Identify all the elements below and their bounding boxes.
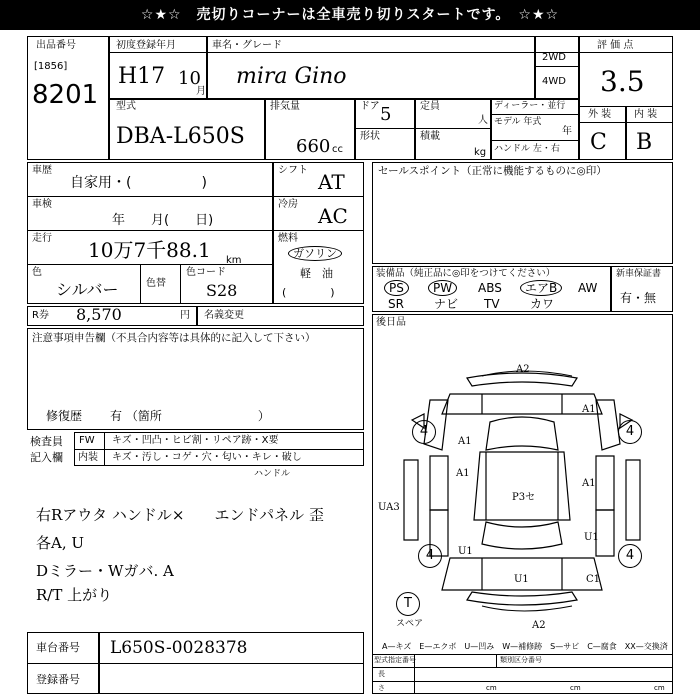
cc-unit: cc (332, 144, 343, 155)
tire-rl: 4 (418, 544, 442, 568)
km-unit: km (226, 255, 242, 266)
first-reg-label: 初度登録年月 (116, 40, 176, 51)
reg-label: 登録番号 (36, 673, 80, 686)
int-grade: B (636, 130, 653, 155)
modelyear-label: モデル 年式 (494, 117, 542, 127)
note-line-2: 各A, U (36, 534, 85, 552)
repair-label: 修復歴 (46, 409, 83, 423)
recycle-value: 8,570 (76, 305, 122, 324)
ext-label: 外 装 (588, 109, 612, 120)
fuel-paren: ( ) (282, 286, 335, 299)
tire-rr: 4 (618, 544, 642, 568)
color-value: シルバー (56, 280, 119, 299)
equip-pw: PW (428, 280, 457, 296)
chassis-value: L650S-0028378 (110, 638, 248, 658)
dmg-mark-a1-fr: A1 (582, 404, 596, 415)
inspector-label: 検査員 (30, 435, 63, 448)
equip-navi: ナビ (434, 297, 459, 311)
model-value: DBA-L650S (116, 124, 245, 149)
dmg-mark-c1: C1 (586, 574, 601, 585)
fuel-label: 燃料 (278, 233, 298, 244)
color-code-value: S28 (206, 281, 238, 300)
fw-items: キズ・凹凸・ヒビ割・リペア跡・X要 (112, 435, 279, 446)
note-line-4: R/T 上がり (36, 586, 113, 604)
mileage-value: 10万7千88.1 (88, 238, 211, 262)
equip-ps: PS (384, 280, 409, 296)
ext-grade: C (590, 130, 607, 155)
form-cm-1: cm (486, 684, 497, 692)
disp-value: 660 (296, 136, 331, 157)
handwritten-small: ハンドル (254, 469, 291, 479)
form-r2: さ (378, 684, 385, 692)
ac-label: 冷房 (278, 199, 298, 210)
equip-label: 装備品（純正品に◎印をつけてください） (376, 268, 556, 279)
lot-sub: [1856] (34, 61, 68, 72)
dmg-mark-u1-right: U1 (584, 532, 599, 543)
spare-tire: T (396, 592, 420, 616)
equip-abs: ABS (478, 281, 502, 295)
color-label: 色 (32, 267, 42, 278)
name-label: 車名・グレード (212, 40, 282, 51)
mileage-label: 走行 (32, 233, 52, 244)
first-reg-month: 10 (178, 68, 201, 89)
form-cm-3: cm (654, 684, 665, 692)
car-damage-diagram (372, 360, 673, 630)
history-value: 自家用・( ) (70, 175, 207, 191)
drive-4wd: 4WD (542, 76, 566, 87)
history-label: 車歴 (32, 165, 52, 176)
form-r1: 長 (378, 670, 385, 678)
dmg-mark-a2-rear: A2 (532, 620, 546, 630)
disp-label: 排気量 (270, 101, 300, 112)
yen-unit: 円 (180, 310, 190, 321)
month-unit: 月 (196, 86, 206, 97)
form-cm-2: cm (570, 684, 581, 692)
kg-unit: kg (474, 147, 487, 158)
fuel-alt: 軽 油 (300, 267, 333, 280)
doors-value: 5 (380, 104, 392, 125)
entry-label: 記入欄 (30, 451, 63, 464)
ac-value: AC (318, 204, 348, 228)
form-label-1: 型式指定番号 (374, 656, 416, 664)
dmg-mark-a1-right: A1 (582, 478, 596, 489)
car-name: mira Gino (236, 64, 347, 89)
warranty-value: 有・無 (620, 291, 657, 305)
repair-value: 有 （箇所 ） (110, 409, 270, 423)
legend: A—キズ E—エクボ U—凹み W—補修跡 S—サビ C—腐食 XX—交換済 (382, 642, 668, 651)
drive-2wd: 2WD (542, 52, 566, 63)
spare-label: スペア (396, 619, 424, 629)
color-code-label: 色コード (186, 267, 226, 278)
lot-label: 出品番号 (36, 40, 76, 51)
tire-fl: 4 (412, 420, 436, 444)
dmg-mark-a1-b: A1 (458, 436, 472, 447)
grade-value: 3.5 (600, 65, 645, 98)
equip-aw: AW (578, 281, 598, 295)
note-line-1: 右Rアウタ ハンドル× エンドパネル 歪 (36, 506, 324, 524)
dmg-mark-u1-rear: U1 (458, 546, 473, 557)
inspection-label: 車検 (32, 199, 52, 210)
banner: ☆★☆ 売切りコーナーは全車売り切りスタートです。 ☆★☆ (0, 0, 700, 30)
year-unit: 年 (562, 126, 572, 137)
dmg-mark-a1-left: A1 (456, 468, 470, 479)
form-label-2: 類別区分番号 (500, 656, 542, 664)
dmg-mark-u1-back: U1 (514, 574, 529, 585)
new-warranty-label: 新車保証書 (616, 269, 662, 279)
interior-items: キズ・汚し・コゲ・穴・匂い・キレ・破し (112, 452, 302, 463)
tire-fr: 4 (618, 420, 642, 444)
first-reg-year: H17 (118, 64, 166, 89)
fuel-value: ガソリン (288, 246, 342, 261)
chassis-label: 車台番号 (36, 641, 80, 654)
inspection-value: 年 月( 日) (112, 213, 214, 228)
lot-number: 8201 (32, 80, 99, 110)
notes-label: 注意事項申告欄（不具合内容等は具体的に記入して下さい） (32, 332, 316, 344)
tax-label: 名義変更 (204, 310, 244, 321)
fw-label: FW (79, 435, 95, 446)
sales-point-block (372, 162, 673, 264)
note-line-3: Dミラー・Wガバ. A (36, 562, 174, 580)
equip-sr: SR (388, 297, 404, 311)
color-change-label: 色替 (146, 278, 166, 289)
dmg-mark-roof: P3セ (512, 492, 536, 503)
doors-label: ドア (360, 101, 380, 112)
dmg-mark-ua3: UA3 (378, 502, 400, 513)
model-label: 型式 (116, 101, 136, 112)
dealer-label: ディーラー・並行 (494, 101, 566, 111)
rear-seat-label: 後日品 (376, 317, 406, 328)
shape-label: 形状 (360, 131, 380, 142)
recycle-label: R券 (32, 310, 49, 321)
grade-label: 評 価 点 (597, 40, 634, 51)
interior-label: 内装 (78, 452, 98, 463)
person-unit: 人 (478, 115, 488, 126)
capacity-label: 定員 (420, 101, 440, 112)
handle-label: ハンドル 左・右 (494, 144, 560, 154)
sales-label: セールスポイント（正常に機能するものに◎印） (378, 165, 607, 177)
shift-label: シフト (278, 165, 308, 176)
equip-tv: TV (484, 297, 500, 311)
shift-value: AT (318, 170, 345, 194)
equip-leather: カワ (530, 297, 555, 311)
equip-airbag: エアB (520, 280, 562, 296)
dmg-mark-a2-front: A2 (516, 364, 530, 375)
load-label: 積載 (420, 131, 440, 142)
int-label: 内 装 (634, 109, 658, 120)
